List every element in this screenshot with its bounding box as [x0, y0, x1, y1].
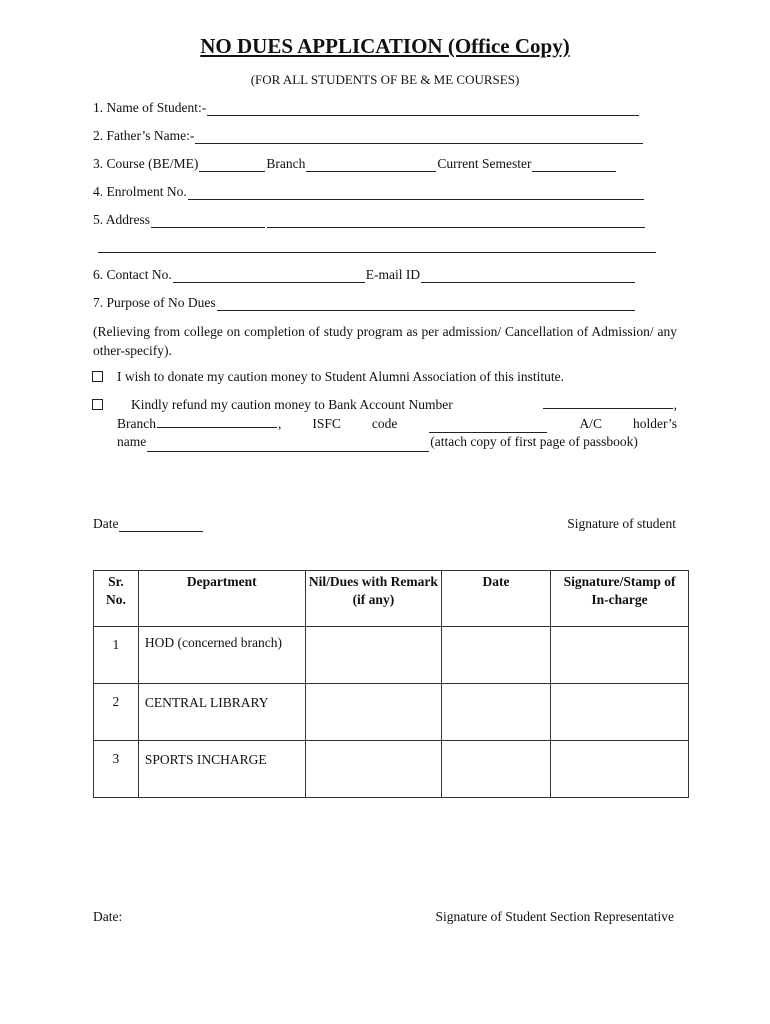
address-line-1a[interactable]	[151, 215, 265, 228]
student-name-label: 1. Name of Student:-	[93, 100, 207, 115]
enrolment-field[interactable]	[93, 184, 645, 200]
row-department: SPORTS INCHARGE	[138, 741, 305, 798]
row-date-cell[interactable]	[442, 741, 551, 798]
page-subtitle: (FOR ALL STUDENTS OF BE & ME COURSES)	[250, 72, 520, 87]
refund-branch-label: Branch	[117, 415, 156, 431]
enrolment-label: 4. Enrolment No.	[93, 184, 187, 199]
isfc-label: ISFC	[312, 415, 341, 431]
page-title: NO DUES APPLICATION (Office Copy)	[200, 34, 570, 58]
refund-checkbox[interactable]	[92, 399, 103, 410]
branch-label: Branch	[266, 156, 306, 171]
account-number-line[interactable]	[543, 396, 673, 409]
donate-option[interactable]	[92, 370, 103, 386]
semester-label: Current Semester	[437, 156, 532, 171]
date-field[interactable]	[93, 516, 204, 532]
row-nil-dues-cell[interactable]	[305, 627, 441, 684]
date-line[interactable]	[119, 519, 203, 532]
row-department: HOD (concerned branch)	[138, 627, 305, 684]
row-sr: 2	[94, 684, 139, 741]
header-department: Department	[138, 571, 305, 627]
footer-date-label: Date:	[93, 909, 123, 924]
row-nil-dues-cell[interactable]	[305, 684, 441, 741]
header-sr: Sr. No.	[94, 571, 139, 627]
isfc-code-line[interactable]	[429, 420, 547, 433]
dues-table	[93, 570, 689, 798]
refund-option[interactable]	[92, 398, 103, 414]
address-line-2[interactable]	[97, 240, 657, 257]
holders-label: holder’s	[632, 415, 677, 431]
course-label: 3. Course (BE/ME)	[93, 156, 199, 171]
purpose-field[interactable]	[93, 295, 636, 311]
row-date-cell[interactable]	[442, 684, 551, 741]
father-name-line[interactable]	[195, 131, 643, 144]
purpose-label: 7. Purpose of No Dues	[93, 295, 216, 310]
donate-checkbox[interactable]	[92, 371, 103, 382]
header-date: Date	[442, 571, 551, 627]
address-label: 5. Address	[93, 212, 150, 227]
row-nil-dues-cell[interactable]	[305, 741, 441, 798]
row-date-cell[interactable]	[442, 627, 551, 684]
table-header-row	[94, 571, 689, 627]
branch-line[interactable]	[306, 159, 436, 172]
holder-name-line[interactable]	[147, 439, 429, 452]
contact-line[interactable]	[173, 270, 365, 283]
contact-label: 6. Contact No.	[93, 267, 172, 282]
signature-student-label: Signature of student	[567, 516, 676, 531]
row-signature-cell[interactable]	[551, 627, 689, 684]
student-name-field[interactable]	[93, 100, 640, 116]
refund-branch-line[interactable]	[157, 415, 277, 428]
purpose-note: (Relieving from college on completion of study program as per admission/ Cancellation of Admission/ any other-specify).	[93, 324, 677, 358]
semester-line[interactable]	[532, 159, 616, 172]
ac-label: A/C	[579, 415, 602, 431]
course-line[interactable]	[199, 159, 265, 172]
table-row	[94, 684, 689, 741]
father-name-field[interactable]	[93, 128, 644, 144]
attach-note: (attach copy of first page of passbook)	[430, 434, 638, 449]
holder-name-label: name	[117, 434, 147, 449]
header-signature: Signature/Stamp of In-charge	[551, 571, 689, 627]
footer-signature-label: Signature of Student Section Representative	[435, 909, 674, 924]
father-name-label: 2. Father’s Name:-	[93, 128, 195, 143]
table-row	[94, 627, 689, 684]
address-field[interactable]	[93, 212, 646, 228]
student-name-line[interactable]	[207, 103, 639, 116]
row-sr: 3	[94, 741, 139, 798]
course-field[interactable]	[93, 156, 617, 172]
refund-line1: Kindly refund my caution money to Bank Account Number	[131, 397, 453, 412]
purpose-line[interactable]	[217, 298, 635, 311]
table-row	[94, 741, 689, 798]
header-nil-dues: Nil/Dues with Remark (if any)	[305, 571, 441, 627]
code-label: code	[371, 415, 398, 431]
row-department: CENTRAL LIBRARY	[138, 684, 305, 741]
date-label: Date	[93, 516, 119, 531]
enrolment-line[interactable]	[188, 187, 644, 200]
contact-field[interactable]	[93, 267, 636, 283]
email-line[interactable]	[421, 270, 635, 283]
address-line-1b[interactable]	[267, 215, 645, 228]
email-label: E-mail ID	[365, 267, 421, 282]
row-sr: 1	[94, 627, 139, 684]
row-signature-cell[interactable]	[551, 741, 689, 798]
row-signature-cell[interactable]	[551, 684, 689, 741]
refund-option-text: Kindly refund my caution money to Bank Account Number , Branch , ISFC code A/C holder’s name (attach copy of first page of passbook)	[117, 396, 677, 452]
donate-option-label: I wish to donate my caution money to Student Alumni Association of this institute.	[117, 369, 564, 384]
